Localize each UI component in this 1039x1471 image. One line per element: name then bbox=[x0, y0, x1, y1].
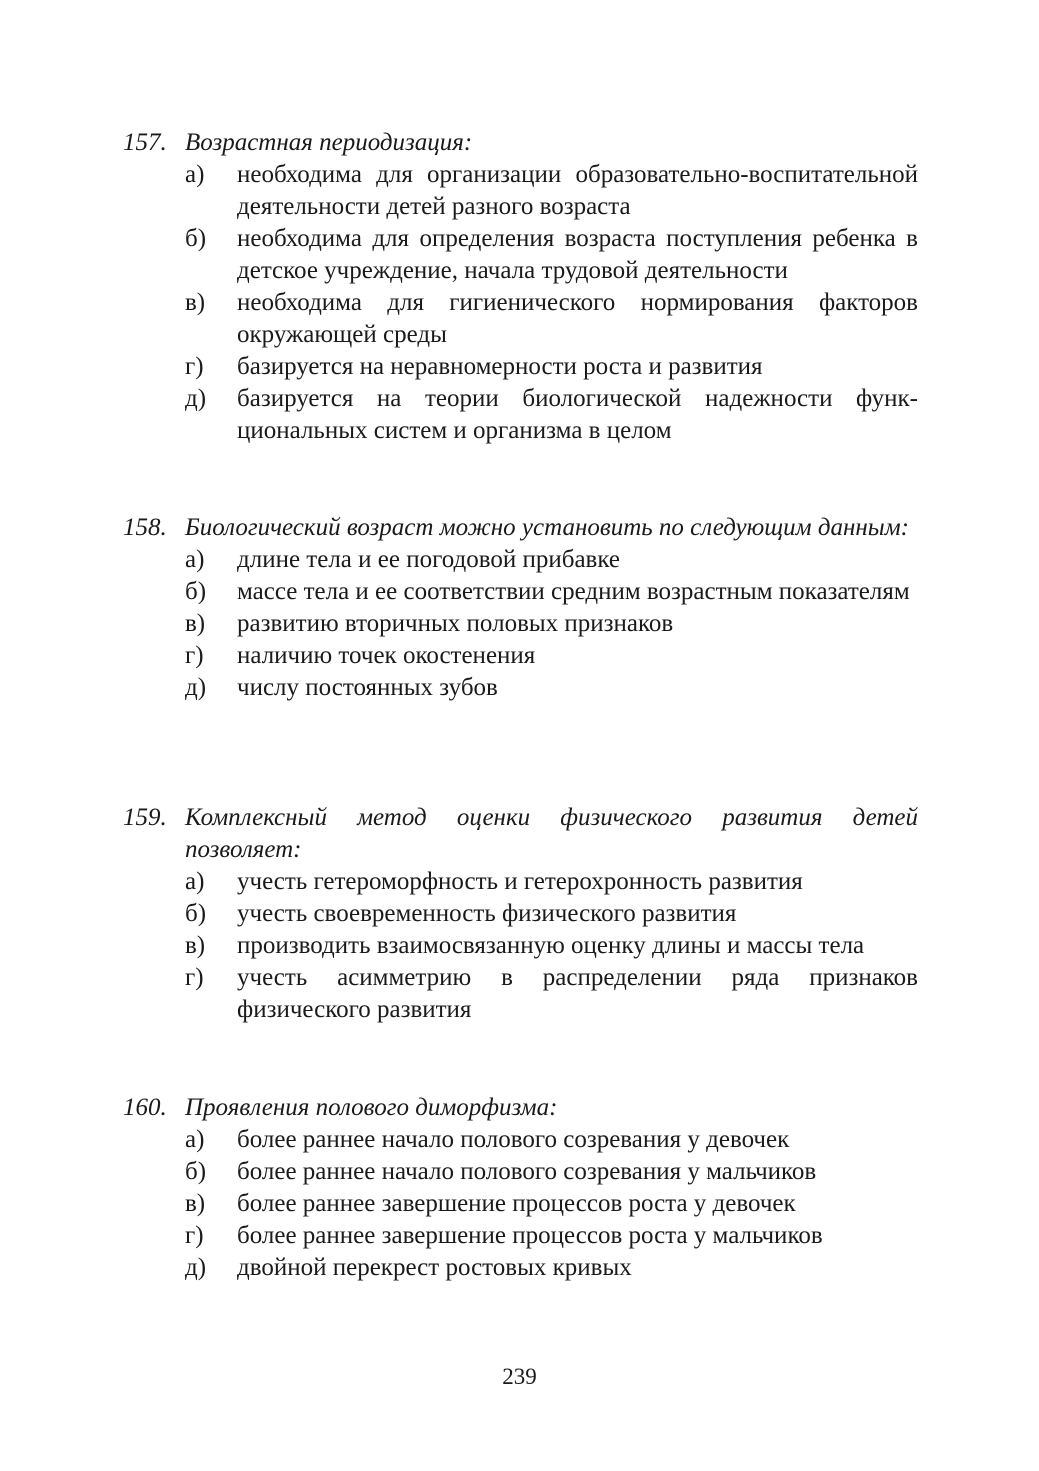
option-letter: д) bbox=[185, 385, 207, 412]
answer-option bbox=[185, 1156, 918, 1188]
answer-option bbox=[185, 223, 918, 287]
option-letter: а) bbox=[185, 161, 205, 188]
option-text: учесть асимметрию в распределении ряда признаков физического развития bbox=[237, 964, 918, 1023]
answer-option bbox=[185, 608, 918, 640]
option-text: более раннее начало полового созревания у девочек bbox=[237, 1126, 790, 1153]
answer-option bbox=[185, 1124, 918, 1156]
option-text: массе тела и ее соответствии средним возрастным показателям bbox=[237, 578, 910, 605]
option-text: учесть своевременность физического развития bbox=[237, 900, 737, 927]
option-text: развитию вторичных половых признаков bbox=[237, 610, 674, 637]
option-letter: в) bbox=[185, 289, 206, 316]
question-number: 157. bbox=[123, 129, 167, 156]
question-number: 160. bbox=[123, 1094, 167, 1121]
page-number: 239 bbox=[502, 1364, 537, 1389]
answer-options bbox=[123, 1124, 918, 1284]
answer-option bbox=[185, 962, 918, 1026]
question-heading bbox=[123, 1092, 918, 1124]
answer-option bbox=[185, 672, 918, 704]
question-heading bbox=[123, 512, 918, 544]
option-text: двойной перекрест ростовых кривых bbox=[237, 1254, 632, 1281]
option-letter: г) bbox=[185, 1222, 204, 1249]
option-letter: г) bbox=[185, 353, 204, 380]
answer-option bbox=[185, 544, 918, 576]
option-letter: б) bbox=[185, 1158, 207, 1185]
question-number: 159. bbox=[123, 804, 167, 831]
answer-option bbox=[185, 351, 918, 383]
answer-option bbox=[185, 640, 918, 672]
option-letter: б) bbox=[185, 225, 207, 252]
option-text: производить взаимосвязанную оценку длины и массы тела bbox=[237, 932, 865, 959]
option-text: учесть гетероморфность и гетерохронность развития bbox=[237, 868, 803, 895]
option-letter: д) bbox=[185, 1254, 207, 1281]
option-text: базируется на теории биологической надежности функциональных систем и организма в целом bbox=[237, 385, 918, 444]
question-160 bbox=[123, 1092, 918, 1284]
question-text: Биологический возраст можно установить по следующим данным: bbox=[185, 514, 910, 541]
question-158 bbox=[123, 512, 918, 704]
question-157 bbox=[123, 127, 918, 447]
answer-option bbox=[185, 866, 918, 898]
option-text: более раннее завершение процессов роста у девочек bbox=[237, 1190, 796, 1217]
answer-option bbox=[185, 1188, 918, 1220]
answer-option bbox=[185, 1220, 918, 1252]
answer-option bbox=[185, 287, 918, 351]
question-text: Проявления полового диморфизма: bbox=[185, 1094, 558, 1121]
option-letter: а) bbox=[185, 1126, 205, 1153]
question-159 bbox=[123, 802, 918, 1026]
answer-option bbox=[185, 159, 918, 223]
option-text: длине тела и ее погодовой прибавке bbox=[237, 546, 620, 573]
option-letter: а) bbox=[185, 546, 205, 573]
answer-options bbox=[123, 866, 918, 1026]
question-heading bbox=[123, 802, 918, 866]
answer-options bbox=[123, 544, 918, 704]
answer-options bbox=[123, 159, 918, 447]
answer-option bbox=[185, 383, 918, 447]
option-letter: а) bbox=[185, 868, 205, 895]
option-text: числу постоянных зубов bbox=[237, 674, 498, 701]
answer-option bbox=[185, 898, 918, 930]
option-letter: б) bbox=[185, 900, 207, 927]
option-letter: в) bbox=[185, 610, 206, 637]
answer-option bbox=[185, 1252, 918, 1284]
option-text: необходима для определения возраста поступления ребенка в детское учреждение, начала трудовой деятельности bbox=[237, 225, 918, 284]
question-text: Возрастная периодизация: bbox=[185, 129, 473, 156]
option-letter: б) bbox=[185, 578, 207, 605]
question-heading bbox=[123, 127, 918, 159]
answer-option bbox=[185, 576, 918, 608]
option-text: необходима для гигиенического нормирования факторов окружающей среды bbox=[237, 289, 918, 348]
option-text: наличию точек окостенения bbox=[237, 642, 536, 669]
option-letter: в) bbox=[185, 1190, 206, 1217]
option-text: более раннее начало полового созревания у мальчиков bbox=[237, 1158, 817, 1185]
option-letter: д) bbox=[185, 674, 207, 701]
question-number: 158. bbox=[123, 514, 167, 541]
question-text: Комплексный метод оценки физического развития детей позволяет: bbox=[185, 804, 918, 863]
option-text: необходима для организации образовательно-воспитательной деятельности детей разного возраста bbox=[237, 161, 918, 220]
option-text: более раннее завершение процессов роста у мальчиков bbox=[237, 1222, 823, 1249]
option-letter: г) bbox=[185, 964, 204, 991]
option-letter: г) bbox=[185, 642, 204, 669]
answer-option bbox=[185, 930, 918, 962]
option-letter: в) bbox=[185, 932, 206, 959]
option-text: базируется на неравномерности роста и развития bbox=[237, 353, 763, 380]
